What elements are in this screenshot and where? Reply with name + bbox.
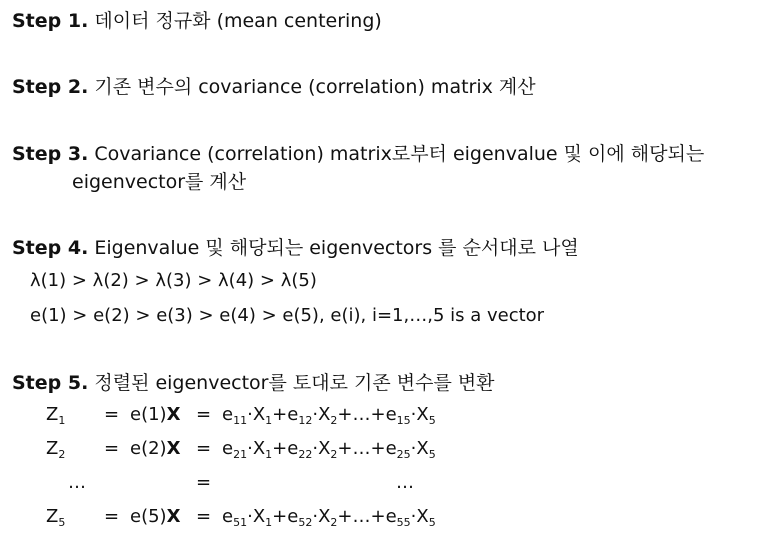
step-3 bbox=[12, 143, 704, 165]
step-4-label: Step 4. bbox=[12, 237, 89, 259]
step-2-label: Step 2. bbox=[12, 76, 89, 98]
linear-combination: $e_{11}\cdot X_1+e_{12}\cdot X_2+\dots+e_{15}\cdot X_5$ bbox=[222, 404, 436, 427]
eigenvector-term: e(2)X bbox=[130, 438, 181, 459]
step-3-label: Step 3. bbox=[12, 143, 89, 165]
linear-combination: $e_{21}\cdot X_1+e_{22}\cdot X_2+\dots+e_{25}\cdot X_5$ bbox=[222, 438, 436, 461]
step-3-text-continued: eigenvector를 계산 bbox=[72, 171, 247, 193]
equals-sign: = bbox=[104, 506, 120, 527]
step-1-label: Step 1. bbox=[12, 10, 89, 32]
step-5-label: Step 5. bbox=[12, 372, 89, 394]
equals-sign: = bbox=[104, 404, 120, 425]
step-3-text: Covariance (correlation) matrix로부터 eigenvalue 및 이에 해당되는 bbox=[94, 143, 705, 165]
eigenvector-term: e(1)X bbox=[130, 404, 181, 425]
z1-symbol: $Z_1$ bbox=[46, 404, 66, 427]
lambda-ordering: λ(1) > λ(2) > λ(3) > λ(4) > λ(5) bbox=[30, 270, 317, 291]
eigenvector-ordering: e(1) > e(2) > e(3) > e(4) > e(5), e(i), i=1,…,5 is a vector bbox=[30, 305, 545, 326]
ellipsis-left: … bbox=[68, 472, 86, 493]
step-5 bbox=[12, 372, 495, 394]
equals-sign: = bbox=[196, 472, 212, 493]
step-2 bbox=[12, 76, 536, 98]
step-4-text: Eigenvalue 및 해당되는 eigenvectors 를 순서대로 나열 bbox=[94, 237, 579, 259]
step-4 bbox=[12, 237, 579, 259]
z5-symbol: $Z_5$ bbox=[46, 506, 66, 529]
z2-symbol: $Z_2$ bbox=[46, 438, 66, 461]
step-1-text: 데이터 정규화 (mean centering) bbox=[94, 10, 382, 32]
equals-sign: = bbox=[104, 438, 120, 459]
ellipsis-right: … bbox=[396, 472, 414, 493]
step-5-text: 정렬된 eigenvector를 토대로 기존 변수를 변환 bbox=[94, 372, 495, 394]
equals-sign: = bbox=[196, 506, 212, 527]
step-2-text: 기존 변수의 covariance (correlation) matrix 계산 bbox=[94, 76, 536, 98]
eigenvector-term: e(5)X bbox=[130, 506, 181, 527]
linear-combination: $e_{51}\cdot X_1+e_{52}\cdot X_2+\dots+e_{55}\cdot X_5$ bbox=[222, 506, 436, 529]
step-1 bbox=[12, 10, 382, 32]
equals-sign: = bbox=[196, 438, 212, 459]
equals-sign: = bbox=[196, 404, 212, 425]
